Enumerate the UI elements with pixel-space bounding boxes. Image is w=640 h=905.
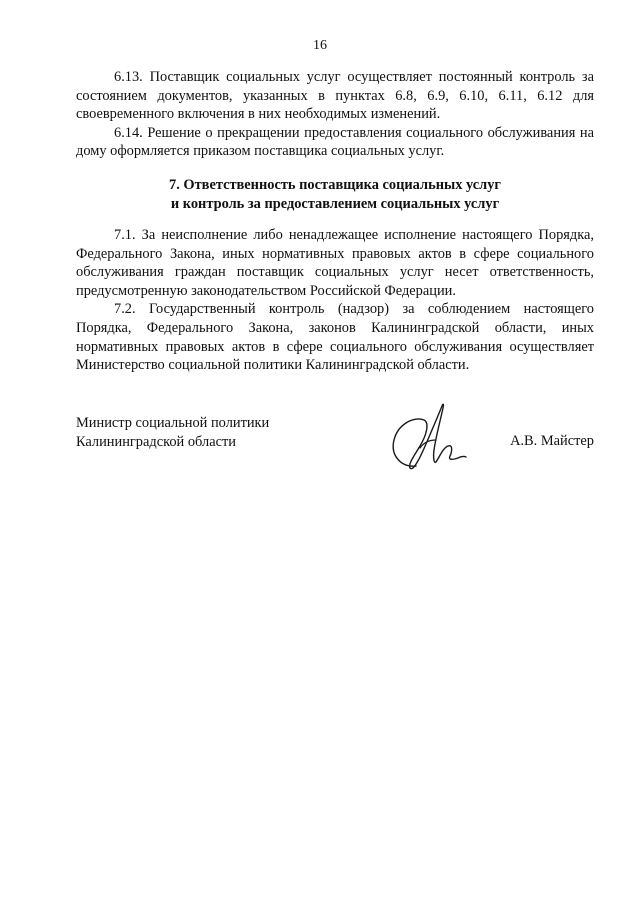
signer-position-line2: Калининградской области [76, 433, 236, 450]
section-7-heading [76, 176, 594, 213]
section-7-heading-line1: 7. Ответственность поставщика социальных услуг [169, 177, 501, 193]
section-6-text [76, 68, 594, 161]
paragraph-6-14: 6.14. Решение о прекращении предоставления социального обслуживания на дому оформляется приказом поставщика социальных услуг. [76, 124, 594, 160]
paragraph-6-13: 6.13. Поставщик социальных услуг осуществляет постоянный контроль за состоянием документов, указанных в пунктах 6.8, 6.9, 6.10, 6.11, 6.12 для своевременного включения в них необходимых изменений. [76, 69, 594, 123]
page-number: 16 [313, 38, 327, 53]
signer-name: А.В. Майстер [510, 433, 594, 449]
signer-position [76, 414, 269, 451]
paragraph-7-1: 7.1. За неисполнение либо ненадлежащее исполнение настоящего Порядка, Федерального Закона, иных нормативных правовых актов в сфере социального обслуживания граждан поставщик социальных услуг несет ответственность, предусмотренную законодательством Российской Федерации. [76, 227, 594, 299]
section-7-heading-line2: и контроль за предоставлением социальных услуг [170, 195, 500, 212]
section-7-text [76, 226, 594, 375]
handwritten-signature [380, 396, 470, 476]
signer-position-line1: Министр социальной политики [76, 415, 270, 431]
paragraph-7-2: 7.2. Государственный контроль (надзор) за соблюдением настоящего Порядка, Федерального Закона, законов Калининградской области, иных нормативных правовых актов в сфере социального обслуживания осуществляет Министерство социальной политики Калининградской области. [76, 301, 594, 374]
